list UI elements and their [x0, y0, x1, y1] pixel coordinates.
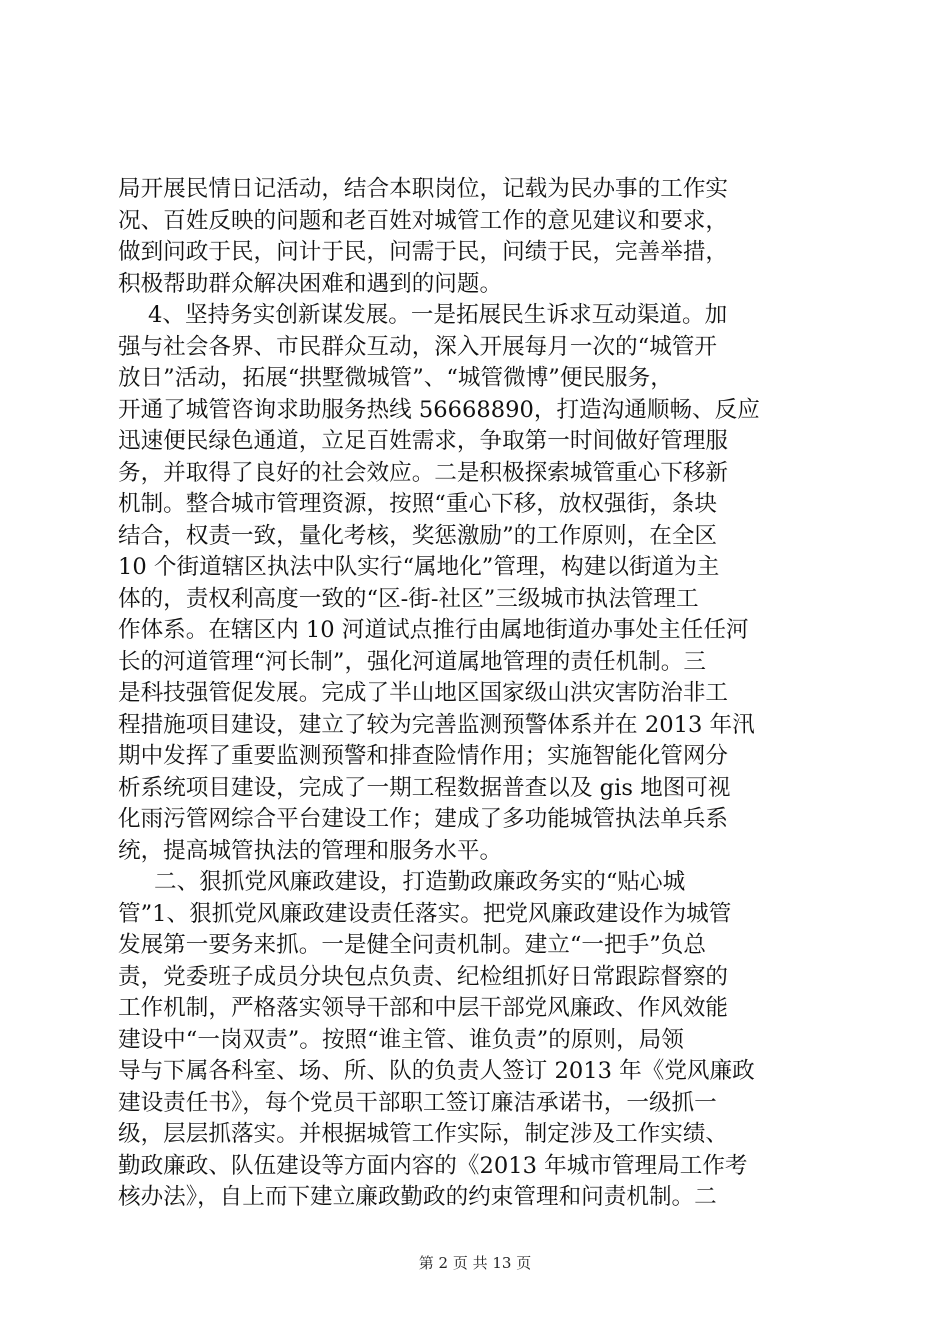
text-line: 10 个街道辖区执法中队实行“属地化”管理，构建以街道为主 [118, 554, 720, 580]
text-line: 导与下属各科室、场、所、队的负责人签订 2013 年《党风廉政 [118, 1058, 755, 1084]
text-line: 建设中“一岗双责”。按照“谁主管、谁负责”的原则，局领 [118, 1026, 684, 1053]
text-line: 强与社会各界、市民群众互动，深入开展每月一次的“城管开 [118, 333, 717, 360]
text-line: 程措施项目建设，建立了较为完善监测预警体系并在 2013 年汛 [118, 711, 755, 738]
text-line: 勤政廉政、队伍建设等方面内容的《2013 年城市管理局工作考 [118, 1152, 748, 1179]
text-line: 是科技强管促发展。完成了半山地区国家级山洪灾害防治非工 [118, 680, 729, 706]
text-line: 4、坚持务实创新谋发展。一是拓展民生诉求互动渠道。加 [148, 302, 728, 328]
text-line: 工作机制，严格落实领导干部和中层干部党风廉政、作风效能 [118, 995, 729, 1021]
text-line: 作体系。在辖区内 10 河道试点推行由属地街道办事处主任任河 [118, 617, 749, 643]
text-line: 开通了城管咨询求助服务热线 56668890，打造沟通顺畅、反应 [118, 396, 760, 423]
text-line: 二、狠抓党风廉政建设，打造勤政廉政务实的“贴心城 [154, 869, 686, 895]
text-line: 管”1、狠抓党风廉政建设责任落实。把党风廉政建设作为城管 [118, 900, 732, 927]
text-line: 局开展民情日记活动，结合本职岗位，记载为民办事的工作实 [118, 176, 729, 202]
text-line: 迅速便民绿色通道，立足百姓需求，争取第一时间做好管理服 [118, 428, 729, 454]
text-line: 发展第一要务来抓。一是健全问责机制。建立“一把手”负总 [118, 932, 706, 958]
text-line: 建设责任书》，每个党员干部职工签订廉洁承诺书，一级抓一 [118, 1089, 717, 1116]
text-line: 责，党委班子成员分块包点负责、纪检组抓好日常跟踪督察的 [118, 963, 729, 990]
text-line: 析系统项目建设，完成了一期工程数据普查以及 gis 地图可视 [118, 774, 731, 801]
text-line: 机制。整合城市管理资源，按照“重心下移，放权强街，条块 [118, 491, 717, 517]
text-line: 体的，责权利高度一致的“区-街-社区”三级城市执法管理工 [118, 585, 699, 612]
text-line: 放日”活动，拓展“拱墅微城管”、“城管微博”便民服务， [118, 365, 673, 391]
text-line: 统，提高城管执法的管理和服务水平。 [118, 837, 503, 864]
text-line: 长的河道管理“河长制”，强化河道属地管理的责任机制。三 [118, 648, 706, 675]
text-line: 化雨污管网综合平台建设工作；建成了多功能城管执法单兵系 [118, 806, 729, 832]
page-footer: 第 2 页 共 13 页 [418, 1254, 532, 1272]
text-line: 况、百姓反映的问题和老百姓对城管工作的意见建议和要求， [118, 207, 729, 234]
text-line: 级，层层抓落实。并根据城管工作实际，制定涉及工作实绩、 [118, 1121, 729, 1147]
text-line: 务，并取得了良好的社会效应。二是积极探索城管重心下移新 [118, 459, 729, 486]
text-line: 核办法》，自上而下建立廉政勤政的约束管理和问责机制。二 [118, 1184, 717, 1210]
text-line: 做到问政于民，问计于民，问需于民，问绩于民，完善举措， [118, 239, 729, 265]
text-line: 积极帮助群众解决困难和遇到的问题。 [118, 270, 503, 297]
text-line: 结合，权责一致，量化考核，奖惩激励”的工作原则，在全区 [118, 522, 717, 549]
text-line: 期中发挥了重要监测预警和排查险情作用；实施智能化管网分 [118, 743, 729, 769]
